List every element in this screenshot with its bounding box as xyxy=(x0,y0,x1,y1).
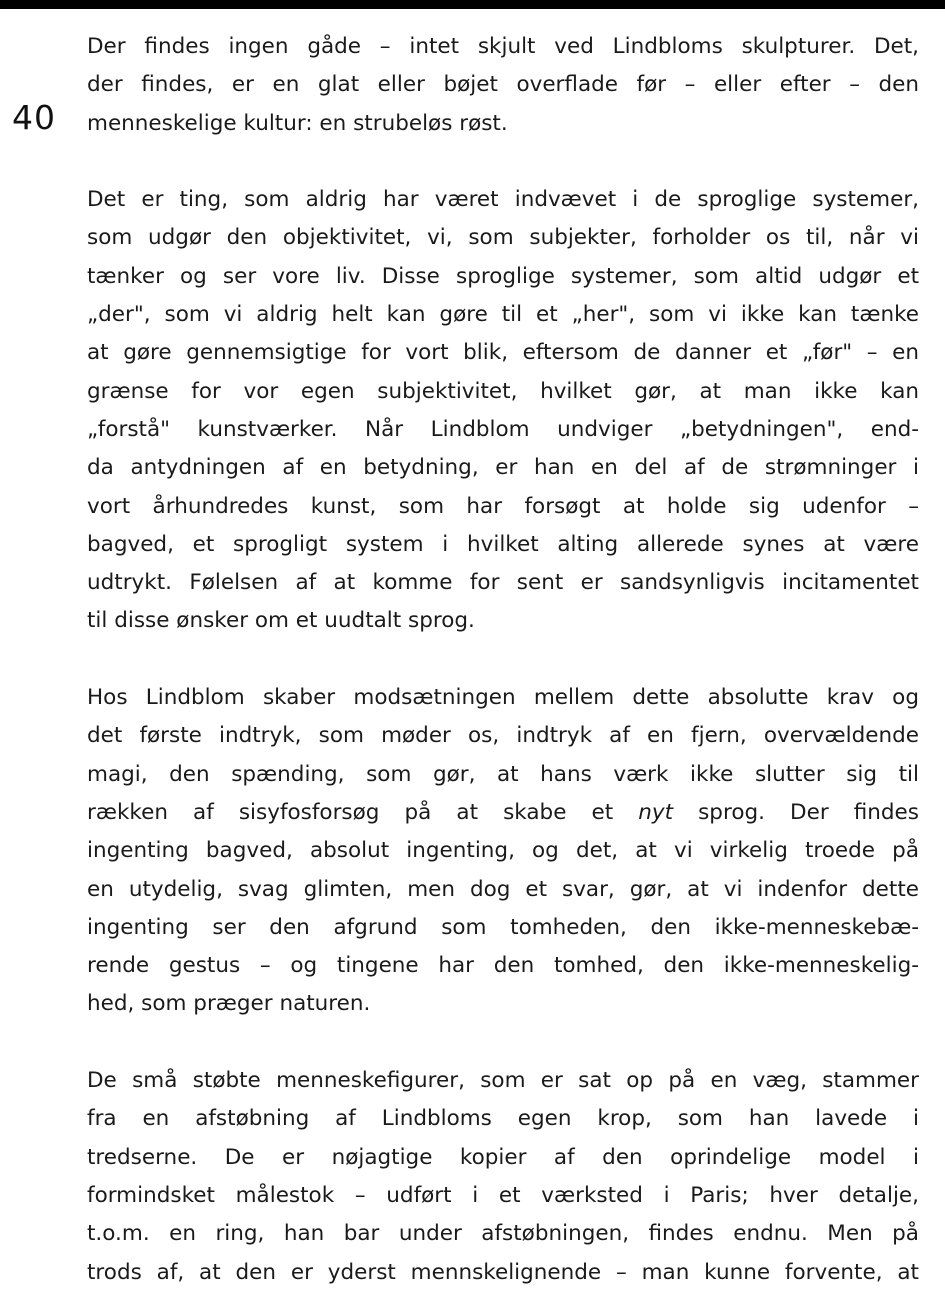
text-line-with-italic: rækken af sisyfosforsøg på at skabe et nyt sprog. Der findes xyxy=(87,799,919,825)
paragraph-2 xyxy=(87,181,919,641)
text-line: trods af, at den er yderst mennskelignende – man kunne forvente, at xyxy=(87,1259,919,1285)
paragraph-4 xyxy=(87,1062,919,1292)
text-line: det første indtryk, som møder os, indtryk af en fjern, overvældende xyxy=(87,723,919,749)
text-line: formindsket målestok – udført i et værksted i Paris; hver detalje, xyxy=(87,1182,919,1208)
text-line: tænker og ser vore liv. Disse sproglige systemer, som altid udgør et xyxy=(87,263,919,289)
text-line: bagved, et sprogligt system i hvilket alting allerede synes at være xyxy=(87,531,919,557)
text-line: at gøre gennemsigtige for vort blik, eftersom de danner et „før" – en xyxy=(87,340,919,366)
text-line: som udgør den objektivitet, vi, som subjekter, forholder os til, når vi xyxy=(87,225,919,251)
text-line: Hos Lindblom skaber modsætningen mellem dette absolutte krav og xyxy=(87,685,919,711)
text-line: da antydningen af en betydning, er han en del af de strømninger i xyxy=(87,455,919,481)
body-text xyxy=(87,28,919,1292)
text-line: menneskelige kultur: en strubeløs røst. xyxy=(87,110,508,136)
text-line: til disse ønsker om et uudtalt sprog. xyxy=(87,608,475,634)
text-line: „der", som vi aldrig helt kan gøre til et „her", som vi ikke kan tænke xyxy=(87,302,919,328)
text-line: hed, som præger naturen. xyxy=(87,991,371,1017)
text-line: en utydelig, svag glimten, men dog et svar, gør, at vi indenfor dette xyxy=(87,876,919,902)
text-line: „forstå" kunstværker. Når Lindblom undviger „betydningen", end- xyxy=(87,416,919,442)
italic-word: nyt xyxy=(638,799,674,825)
text-line: magi, den spænding, som gør, at hans værk ikke slutter sig til xyxy=(87,761,919,787)
text-line: grænse for vor egen subjektivitet, hvilket gør, at man ikke kan xyxy=(87,378,919,404)
text-line: fra en afstøbning af Lindbloms egen krop, som han lavede i xyxy=(87,1106,919,1132)
text-line: tredserne. De er nøjagtige kopier af den oprindelige model i xyxy=(87,1144,919,1170)
page-number: 40 xyxy=(12,98,56,137)
text-line: De små støbte menneskefigurer, som er sat op på en væg, stammer xyxy=(87,1068,919,1094)
paragraph-3 xyxy=(87,679,919,1024)
paragraph-1 xyxy=(87,28,919,143)
text-line: t.o.m. en ring, han bar under afstøbningen, findes endnu. Men på xyxy=(87,1221,919,1247)
text-line: vort århundredes kunst, som har forsøgt at holde sig udenfor – xyxy=(87,493,919,519)
text-line: der findes, er en glat eller bøjet overflade før – eller efter – den xyxy=(87,72,919,98)
text-line: rende gestus – og tingene har den tomhed, den ikke-menneskelig- xyxy=(87,953,919,979)
text-line: ingenting ser den afgrund som tomheden, den ikke-menneskebæ- xyxy=(87,914,919,940)
text-line: Der findes ingen gåde – intet skjult ved Lindbloms skulpturer. Det, xyxy=(87,34,919,59)
text-line: ingenting bagved, absolut ingenting, og det, at vi virkelig troede på xyxy=(87,838,919,864)
text-line: udtrykt. Følelsen af at komme for sent er sandsynligvis incitamentet xyxy=(87,570,919,596)
text-line: Det er ting, som aldrig har været indvævet i de sproglige systemer, xyxy=(87,187,919,213)
scan-top-border xyxy=(0,0,945,9)
